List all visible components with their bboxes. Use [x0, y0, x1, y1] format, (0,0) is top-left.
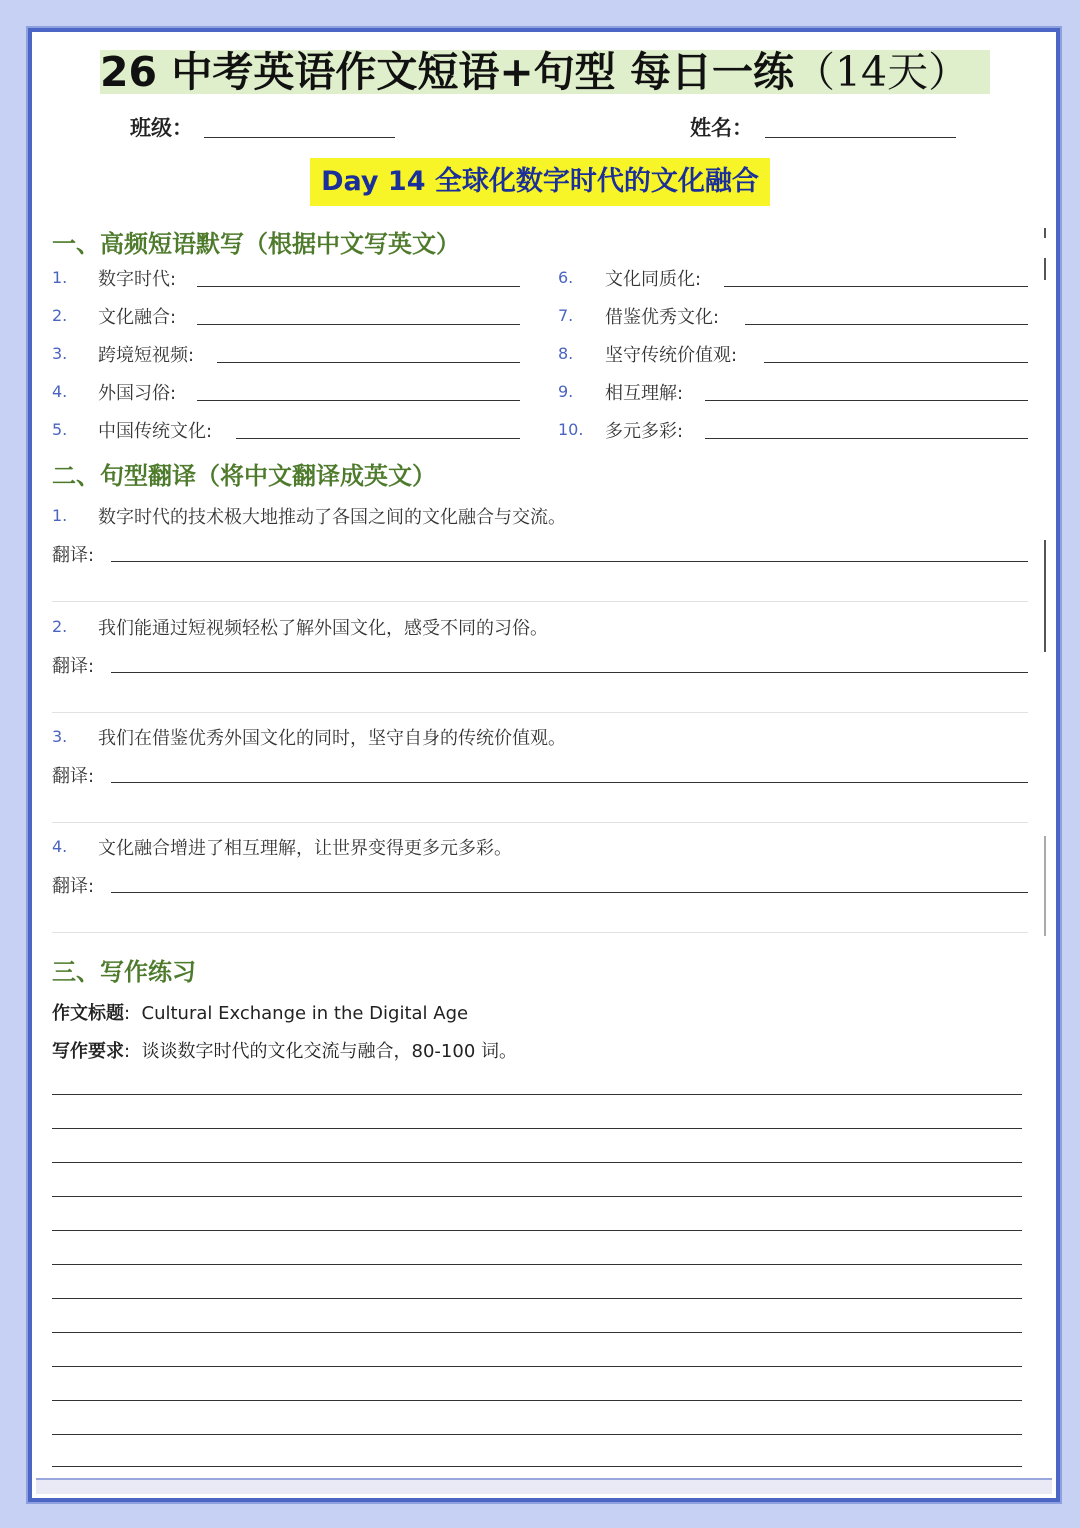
phrase-answer-line[interactable] [197, 324, 520, 325]
phrase-number: 1. [52, 268, 68, 287]
phrase-answer-line[interactable] [705, 400, 1028, 401]
writing-line[interactable] [52, 1332, 1022, 1333]
page-title [100, 47, 990, 97]
title-days: （14天） [793, 48, 970, 96]
sentence-number: 3. [52, 727, 68, 746]
writing-line[interactable] [52, 1298, 1022, 1299]
phrase-prompt: 相互理解: [605, 383, 684, 404]
page-bottom-strip [36, 1478, 1052, 1494]
translate-label: 翻译: [52, 876, 95, 897]
margin-mark [1044, 540, 1046, 652]
phrase-prompt: 坚守传统价值观: [605, 345, 738, 366]
phrase-answer-line[interactable] [217, 362, 520, 363]
writing-line[interactable] [52, 1466, 1022, 1467]
phrase-answer-line[interactable] [236, 438, 520, 439]
name-label: 姓名： [690, 115, 753, 140]
topic-colon: : [124, 1003, 142, 1024]
phrase-prompt: 多元多彩: [605, 421, 684, 442]
class-field[interactable] [204, 137, 395, 138]
phrase-number: 6. [558, 268, 574, 287]
phrase-number: 3. [52, 344, 68, 363]
phrase-number: 2. [52, 306, 68, 325]
phrase-number: 7. [558, 306, 574, 325]
section2-title: 二、句型翻译（将中文翻译成英文） [52, 462, 436, 490]
phrase-number: 10. [558, 420, 584, 439]
essay-requirement [52, 1037, 517, 1063]
phrase-prompt: 文化融合: [98, 307, 177, 328]
essay-topic [52, 999, 468, 1025]
essay-topic-value: Cultural Exchange in the Digital Age [141, 1003, 469, 1024]
section3-title: 三、写作练习 [52, 958, 196, 986]
translate-answer-line[interactable] [111, 561, 1028, 562]
divider [52, 932, 1028, 933]
phrase-number: 5. [52, 420, 68, 439]
phrase-answer-line[interactable] [764, 362, 1028, 363]
phrase-prompt: 外国习俗: [98, 383, 177, 404]
writing-line[interactable] [52, 1400, 1022, 1401]
phrase-number: 4. [52, 382, 68, 401]
writing-line[interactable] [52, 1230, 1022, 1231]
translate-answer-line[interactable] [111, 672, 1028, 673]
sentence-prompt: 我们在借鉴优秀外国文化的同时，坚守自身的传统价值观。 [98, 728, 566, 749]
margin-mark [1044, 228, 1046, 238]
phrase-number: 8. [558, 344, 574, 363]
translate-answer-line[interactable] [111, 782, 1028, 783]
writing-line[interactable] [52, 1094, 1022, 1095]
sentence-prompt: 文化融合增进了相互理解，让世界变得更多元多彩。 [98, 838, 512, 859]
name-field[interactable] [765, 137, 956, 138]
phrase-answer-line[interactable] [745, 324, 1028, 325]
day-title: Day 14 全球化数字时代的文化融合 [321, 166, 759, 197]
sentence-number: 1. [52, 506, 68, 525]
sentence-prompt: 我们能通过短视频轻松了解外国文化，感受不同的习俗。 [98, 618, 548, 639]
req-colon: : [124, 1041, 142, 1062]
translate-label: 翻译: [52, 545, 95, 566]
phrase-prompt: 借鉴优秀文化: [605, 307, 720, 328]
writing-line[interactable] [52, 1434, 1022, 1435]
writing-line[interactable] [52, 1162, 1022, 1163]
translate-label: 翻译: [52, 766, 95, 787]
phrase-answer-line[interactable] [705, 438, 1028, 439]
essay-topic-label: 作文标题 [52, 1003, 124, 1024]
phrase-answer-line[interactable] [724, 286, 1028, 287]
sentence-number: 2. [52, 617, 68, 636]
essay-requirement-label: 写作要求 [52, 1041, 124, 1062]
phrase-prompt: 文化同质化: [605, 269, 702, 290]
title-main: 26 中考英语作文短语+句型 每日一练 [100, 48, 794, 96]
divider [52, 822, 1028, 823]
sentence-number: 4. [52, 837, 68, 856]
sentence-prompt: 数字时代的技术极大地推动了各国之间的文化融合与交流。 [98, 507, 566, 528]
phrase-prompt: 跨境短视频: [98, 345, 195, 366]
writing-line[interactable] [52, 1366, 1022, 1367]
divider [52, 712, 1028, 713]
phrase-prompt: 数字时代: [98, 269, 177, 290]
margin-mark [1044, 836, 1046, 936]
writing-line[interactable] [52, 1128, 1022, 1129]
phrase-number: 9. [558, 382, 574, 401]
writing-line[interactable] [52, 1196, 1022, 1197]
divider [52, 601, 1028, 602]
phrase-prompt: 中国传统文化: [98, 421, 213, 442]
phrase-answer-line[interactable] [197, 400, 520, 401]
writing-line[interactable] [52, 1264, 1022, 1265]
section1-title: 一、高频短语默写（根据中文写英文） [52, 230, 460, 258]
translate-label: 翻译: [52, 656, 95, 677]
translate-answer-line[interactable] [111, 892, 1028, 893]
phrase-answer-line[interactable] [197, 286, 520, 287]
margin-mark [1044, 258, 1046, 280]
essay-requirement-value: 谈谈数字时代的文化交流与融合，80-100 词。 [141, 1041, 517, 1062]
class-label: 班级： [130, 115, 193, 140]
